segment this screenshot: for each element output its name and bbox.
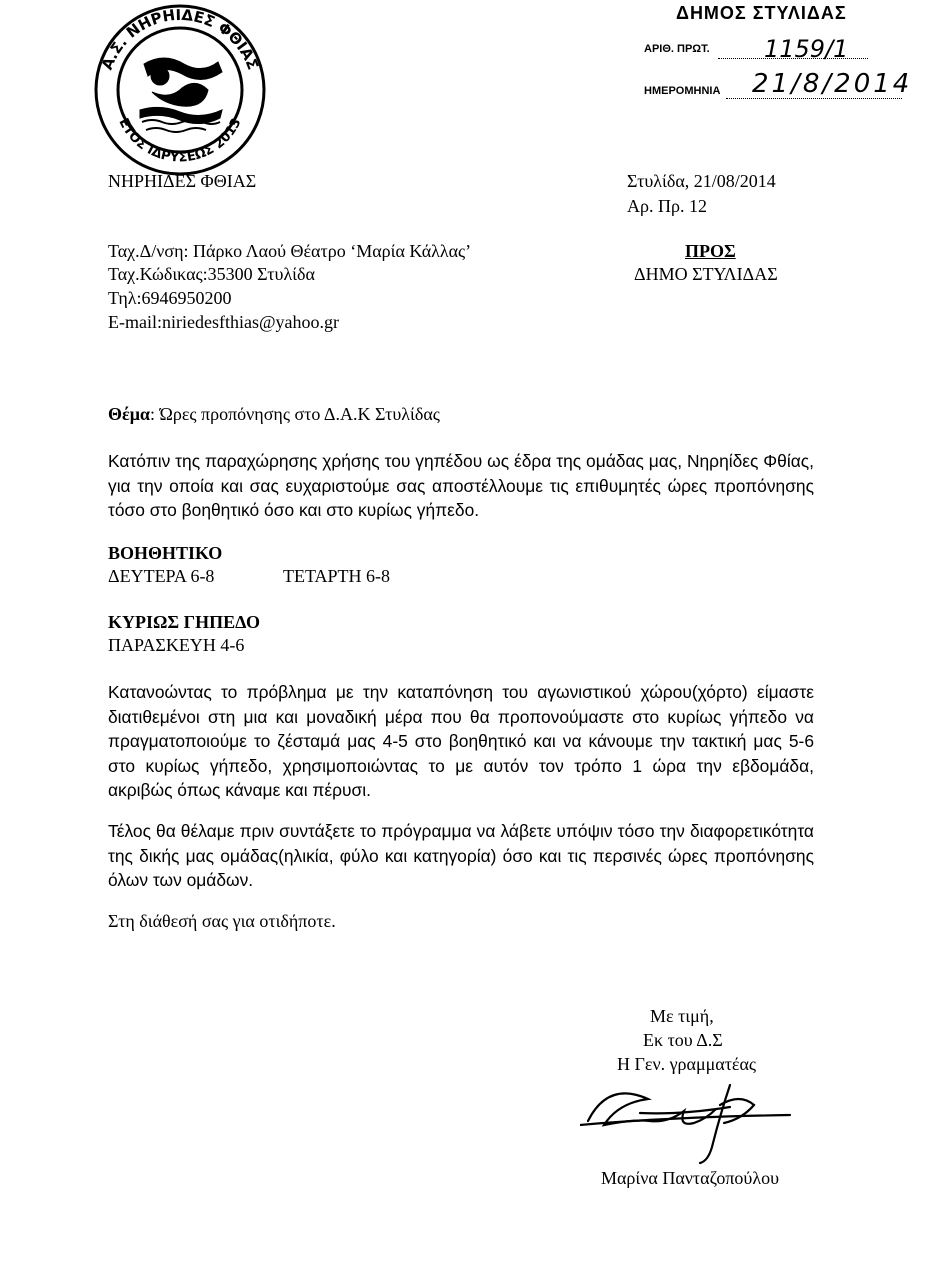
stamp-prot-value: 1159/1: [764, 35, 849, 63]
logo-ring-top-text: Α.Σ. ΝΗΡΗΙΔΕΣ ΦΘΙΑΣ: [97, 5, 263, 73]
logo-ring-bottom-text: ΕΤΟΣ ΙΔΡΥΣΕΩΣ 2013: [115, 116, 245, 166]
stamp-date-value: 21/8/2014: [752, 69, 913, 99]
section-main-title: ΚΥΡΙΩΣ ΓΗΠΕΔΟ: [108, 612, 260, 632]
stamp-title: ΔΗΜΟΣ ΣΤΥΛΙΔΑΣ: [676, 3, 847, 23]
subject-line: [108, 403, 440, 426]
sender-email: E-mail:niriedesfthias@yahoo.gr: [108, 312, 340, 332]
section-main-day-1: ΠΑΡΑΣΚΕΥΗ 4-6: [108, 635, 245, 655]
body-paragraph-3: Τέλος θα θέλαμε πριν συντάξετε το πρόγραμμα να λάβετε υπόψιν τόσο την διαφορετικότητα της δικής μας ομάδας(ηλικία, φύλο και κατηγορία) όσο και τις περσινές ώρες προπόνησης όλων των ομάδων.: [108, 821, 814, 890]
logo-mermaid-icon: [140, 58, 222, 132]
signoff-regards: Με τιμή,: [650, 1006, 714, 1026]
subject-label: Θέμα: [108, 404, 150, 424]
body-paragraph-1: Κατόπιν της παραχώρησης χρήσης του γηπέδου ως έδρα της ομάδας μας, Νηρηίδες Φθίας, για την οποία και σας ευχαριστούμε σας αποστέλλουμε τις επιθυμητές ώρες προπόνησης τόσο στο βοηθητικό όσο και στο κυρίως γήπεδο.: [108, 451, 814, 520]
stamp-date-label: ΗΜΕΡΟΜΗΝΙΑ: [644, 85, 721, 97]
club-name: ΝΗΡΗΙΔΕΣ ΦΘΙΑΣ: [108, 171, 257, 191]
stamp-prot-label: ΑΡΙΘ. ΠΡΩΤ.: [644, 43, 710, 55]
signoff-role: Η Γεν. γραμματέας: [617, 1054, 757, 1074]
recipient-name: ΔΗΜΟ ΣΤΥΛΙΔΑΣ: [634, 264, 778, 284]
handwritten-signature: [580, 1075, 800, 1165]
sender-postcode: Ταχ.Κώδικας:35300 Στυλίδα: [108, 264, 315, 284]
signoff-name: Μαρίνα Πανταζοπούλου: [601, 1168, 779, 1188]
body-paragraph-2: Κατανοώντας το πρόβλημα με την καταπόνηση του αγωνιστικού χώρου(χόρτο) είμαστε διατιθεμένοι στη μια και μοναδική μέρα που θα προπονούμαστε στο κυρίως γήπεδο να πραγματοποιούμε το ζέσταμά μας 4-5 στο βοηθητικό και να κάνουμε την τακτική μας 5-6 στο κυρίως γήπεδο, χρησιμοποιώντας το με αυτόν τον τρόπο 1 ώρα την εβδομάδα, ακριβώς όπως κάναμε και πέρυσι.: [108, 682, 814, 800]
sender-phone: Τηλ:6946950200: [108, 288, 232, 308]
sender-address: Ταχ.Δ/νση: Πάρκο Λαού Θέατρο ‘Μαρία Κάλλας’: [108, 241, 472, 261]
section-auxiliary-day-1: ΔΕΥΤΕΡΑ 6-8: [108, 566, 215, 586]
signoff-on-behalf: Εκ του Δ.Σ: [643, 1030, 723, 1050]
section-auxiliary-day-2: ΤΕΤΑΡΤΗ 6-8: [283, 566, 391, 586]
closing-line: Στη διάθεσή σας για οτιδήποτε.: [108, 911, 336, 931]
subject-text: : Ώρες προπόνησης στο Δ.Α.Κ Στυλίδας: [149, 404, 440, 424]
recipient-label: ΠΡΟΣ: [685, 241, 736, 261]
club-logo-seal: [86, 0, 272, 178]
municipality-received-stamp: [640, 0, 913, 110]
place-date: Στυλίδα, 21/08/2014: [627, 171, 776, 191]
section-auxiliary-title: ΒΟΗΘΗΤΙΚΟ: [108, 543, 223, 563]
reference-number: Αρ. Πρ. 12: [627, 196, 707, 216]
